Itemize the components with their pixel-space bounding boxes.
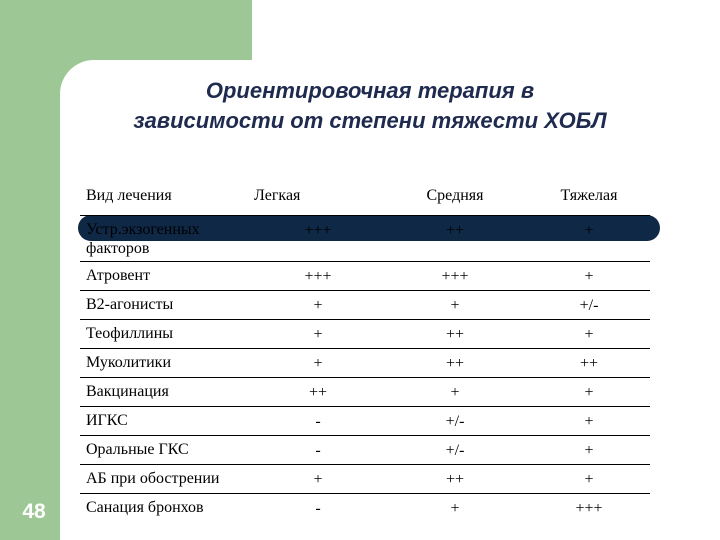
table-row xyxy=(80,320,650,349)
table-row xyxy=(80,262,650,291)
severe-value: + xyxy=(522,407,650,436)
mild-value: - xyxy=(248,436,382,465)
treatment-name: Теофиллины xyxy=(80,320,248,349)
severe-value: + xyxy=(522,320,650,349)
table-header-row xyxy=(80,183,650,216)
severe-value: + xyxy=(522,436,650,465)
table-row xyxy=(80,436,650,465)
moderate-value: + xyxy=(382,291,522,320)
moderate-value: ++ xyxy=(382,216,522,262)
table-row xyxy=(80,494,650,523)
table-row xyxy=(80,378,650,407)
mild-value: + xyxy=(248,291,382,320)
therapy-table xyxy=(80,183,650,523)
severe-value: +++ xyxy=(575,500,603,517)
table-row xyxy=(80,291,650,320)
mild-value: +++ xyxy=(248,216,382,262)
mild-value: + xyxy=(248,320,382,349)
severe-value: + xyxy=(522,465,650,494)
severe-value: + xyxy=(522,262,650,291)
header-moderate: Средняя xyxy=(382,183,522,216)
treatment-name: АБ при обострении xyxy=(80,465,248,494)
table-row xyxy=(80,349,650,378)
moderate-value: ++ xyxy=(382,320,522,349)
treatment-name: Санация бронхов xyxy=(86,499,204,516)
table-row xyxy=(80,465,650,494)
mild-value: - xyxy=(315,500,321,517)
mild-value: ++ xyxy=(248,378,382,407)
moderate-value: ++ xyxy=(382,349,522,378)
mild-value: + xyxy=(248,349,382,378)
slide-title-line-1: Ориентировочная терапия в xyxy=(205,78,535,103)
mild-value: +++ xyxy=(248,262,382,291)
treatment-name: Оральные ГКС xyxy=(80,436,248,465)
moderate-value: +++ xyxy=(382,262,522,291)
table-row xyxy=(80,407,650,436)
header-treatment: Вид лечения xyxy=(80,183,248,216)
moderate-value: +/- xyxy=(382,436,522,465)
slide-title-line-2: зависимости от степени тяжести ХОБЛ xyxy=(133,108,607,133)
treatment-name: Устр.экзогенных факторов xyxy=(80,216,248,262)
moderate-value: + xyxy=(450,500,460,517)
treatment-name: В2-агонисты xyxy=(80,291,248,320)
header-severe: Тяжелая xyxy=(522,183,650,216)
moderate-value: + xyxy=(382,378,522,407)
moderate-value: ++ xyxy=(382,465,522,494)
treatment-name: Атровент xyxy=(80,262,248,291)
severe-value: + xyxy=(522,378,650,407)
treatment-name: Муколитики xyxy=(80,349,248,378)
treatment-name: Вакцинация xyxy=(80,378,248,407)
slide-number: 48 xyxy=(22,500,46,523)
mild-value: - xyxy=(248,407,382,436)
severe-value: + xyxy=(522,216,650,262)
table-row xyxy=(80,216,650,262)
treatment-name: ИГКС xyxy=(80,407,248,436)
header-mild: Легкая xyxy=(248,183,382,216)
mild-value: + xyxy=(248,465,382,494)
severe-value: ++ xyxy=(522,349,650,378)
slide-title xyxy=(80,76,660,136)
moderate-value: +/- xyxy=(382,407,522,436)
severe-value: +/- xyxy=(522,291,650,320)
